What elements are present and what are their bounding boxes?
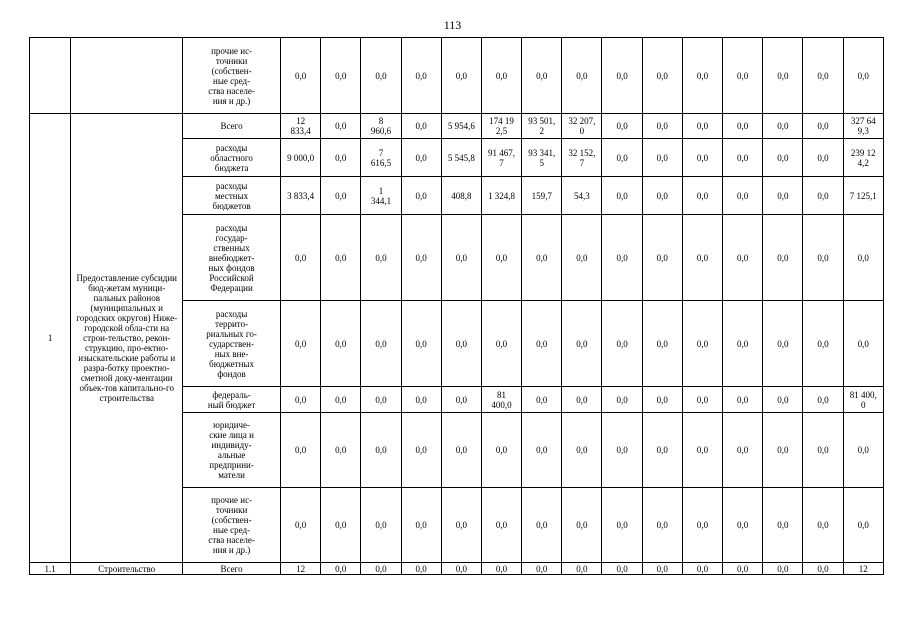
value-cell: 0,0 bbox=[481, 215, 521, 301]
value-cell: 0,0 bbox=[803, 387, 843, 413]
value-cell: 408,8 bbox=[441, 177, 481, 215]
value-cell: 0,0 bbox=[602, 488, 642, 563]
program-code-cell: 1 bbox=[30, 114, 71, 563]
value-cell: 0,0 bbox=[843, 488, 883, 563]
value-cell: 0,0 bbox=[361, 387, 401, 413]
subprogram-name-cell: Строительство bbox=[71, 563, 183, 575]
value-cell: 81 400, 0 bbox=[843, 387, 883, 413]
value-cell: 0,0 bbox=[602, 114, 642, 139]
value-cell: 8 960,6 bbox=[361, 114, 401, 139]
value-cell: 327 64 9,3 bbox=[843, 114, 883, 139]
value-cell: 0,0 bbox=[562, 563, 602, 575]
funding-source-cell: федераль- ный бюджет bbox=[183, 387, 281, 413]
value-cell: 0,0 bbox=[321, 177, 361, 215]
value-cell: 0,0 bbox=[401, 114, 441, 139]
value-cell: 0,0 bbox=[401, 413, 441, 488]
value-cell: 0,0 bbox=[642, 177, 682, 215]
value-cell: 12 833,4 bbox=[280, 114, 320, 139]
value-cell: 12 bbox=[843, 563, 883, 575]
value-cell: 0,0 bbox=[682, 563, 722, 575]
value-cell: 0,0 bbox=[602, 413, 642, 488]
value-cell: 0,0 bbox=[723, 413, 763, 488]
value-cell: 0,0 bbox=[562, 488, 602, 563]
value-cell: 0,0 bbox=[602, 387, 642, 413]
page-number: 113 bbox=[443, 18, 462, 32]
value-cell: 0,0 bbox=[682, 413, 722, 488]
value-cell: 0,0 bbox=[763, 215, 803, 301]
value-cell: 0,0 bbox=[682, 177, 722, 215]
value-cell: 0,0 bbox=[481, 413, 521, 488]
value-cell: 239 12 4,2 bbox=[843, 139, 883, 177]
table-row bbox=[30, 563, 884, 575]
value-cell: 0,0 bbox=[723, 38, 763, 114]
value-cell: 0,0 bbox=[321, 563, 361, 575]
value-cell: 0,0 bbox=[280, 387, 320, 413]
value-cell: 1 344,1 bbox=[361, 177, 401, 215]
value-cell: 0,0 bbox=[401, 563, 441, 575]
funding-source-cell: расходы террито- риальных го- сударствен- ных вне- бюджетных фондов bbox=[183, 301, 281, 387]
funding-source-cell: Всего bbox=[183, 114, 281, 139]
value-cell: 0,0 bbox=[522, 215, 562, 301]
value-cell: 0,0 bbox=[803, 488, 843, 563]
value-cell: 91 467, 7 bbox=[481, 139, 521, 177]
value-cell: 0,0 bbox=[723, 114, 763, 139]
value-cell: 0,0 bbox=[562, 301, 602, 387]
value-cell: 0,0 bbox=[642, 114, 682, 139]
value-cell: 0,0 bbox=[682, 387, 722, 413]
value-cell: 0,0 bbox=[723, 139, 763, 177]
value-cell: 0,0 bbox=[321, 139, 361, 177]
value-cell: 0,0 bbox=[602, 177, 642, 215]
value-cell: 0,0 bbox=[562, 387, 602, 413]
value-cell: 0,0 bbox=[321, 413, 361, 488]
value-cell: 81 400,0 bbox=[481, 387, 521, 413]
value-cell: 0,0 bbox=[642, 488, 682, 563]
value-cell: 0,0 bbox=[843, 215, 883, 301]
value-cell: 0,0 bbox=[441, 301, 481, 387]
value-cell: 0,0 bbox=[522, 301, 562, 387]
value-cell: 0,0 bbox=[401, 139, 441, 177]
value-cell: 0,0 bbox=[642, 387, 682, 413]
budget-table bbox=[29, 37, 884, 575]
value-cell: 0,0 bbox=[562, 413, 602, 488]
value-cell: 0,0 bbox=[361, 38, 401, 114]
value-cell: 0,0 bbox=[401, 488, 441, 563]
value-cell: 0,0 bbox=[723, 563, 763, 575]
value-cell: 0,0 bbox=[280, 413, 320, 488]
value-cell: 54,3 bbox=[562, 177, 602, 215]
value-cell: 5 954,6 bbox=[441, 114, 481, 139]
table-row bbox=[30, 114, 884, 139]
value-cell: 0,0 bbox=[723, 177, 763, 215]
value-cell: 0,0 bbox=[441, 38, 481, 114]
value-cell: 0,0 bbox=[602, 301, 642, 387]
value-cell: 0,0 bbox=[562, 38, 602, 114]
funding-source-cell: прочие ис- точники (собствен- ные сред- ства населе- ния и др.) bbox=[183, 488, 281, 563]
value-cell: 0,0 bbox=[602, 139, 642, 177]
value-cell: 0,0 bbox=[763, 301, 803, 387]
value-cell: 0,0 bbox=[401, 301, 441, 387]
value-cell: 0,0 bbox=[321, 301, 361, 387]
value-cell: 0,0 bbox=[522, 387, 562, 413]
value-cell: 0,0 bbox=[803, 114, 843, 139]
value-cell: 0,0 bbox=[361, 413, 401, 488]
value-cell: 0,0 bbox=[723, 215, 763, 301]
budget-table-body bbox=[30, 38, 884, 575]
code-cell bbox=[30, 38, 71, 114]
value-cell: 12 bbox=[280, 563, 320, 575]
value-cell: 0,0 bbox=[321, 114, 361, 139]
value-cell: 0,0 bbox=[682, 114, 722, 139]
value-cell: 0,0 bbox=[682, 301, 722, 387]
value-cell: 0,0 bbox=[280, 215, 320, 301]
value-cell: 93 341, 5 bbox=[522, 139, 562, 177]
value-cell: 0,0 bbox=[401, 177, 441, 215]
value-cell: 0,0 bbox=[562, 215, 602, 301]
value-cell: 0,0 bbox=[602, 38, 642, 114]
value-cell: 0,0 bbox=[803, 215, 843, 301]
value-cell: 0,0 bbox=[642, 301, 682, 387]
value-cell: 0,0 bbox=[280, 488, 320, 563]
value-cell: 0,0 bbox=[843, 413, 883, 488]
funding-source-cell: расходы областного бюджета bbox=[183, 139, 281, 177]
value-cell: 0,0 bbox=[522, 413, 562, 488]
value-cell: 0,0 bbox=[763, 177, 803, 215]
value-cell: 7 125,1 bbox=[843, 177, 883, 215]
value-cell: 0,0 bbox=[763, 139, 803, 177]
funding-source-cell: юридиче- ские лица и индивиду- альные предприни- матели bbox=[183, 413, 281, 488]
value-cell: 0,0 bbox=[763, 488, 803, 563]
value-cell: 0,0 bbox=[763, 38, 803, 114]
value-cell: 0,0 bbox=[843, 301, 883, 387]
value-cell: 0,0 bbox=[321, 215, 361, 301]
value-cell: 32 207, 0 bbox=[562, 114, 602, 139]
value-cell: 0,0 bbox=[481, 563, 521, 575]
value-cell: 0,0 bbox=[682, 488, 722, 563]
subprogram-code-cell: 1.1 bbox=[30, 563, 71, 575]
value-cell: 0,0 bbox=[321, 488, 361, 563]
value-cell: 0,0 bbox=[682, 38, 722, 114]
value-cell: 7 616,5 bbox=[361, 139, 401, 177]
value-cell: 0,0 bbox=[642, 38, 682, 114]
value-cell: 0,0 bbox=[441, 215, 481, 301]
value-cell: 0,0 bbox=[280, 301, 320, 387]
funding-source-cell: прочие ис- точники (собствен- ные сред- ства населе- ния и др.) bbox=[183, 38, 281, 114]
value-cell: 0,0 bbox=[401, 38, 441, 114]
value-cell: 3 833,4 bbox=[280, 177, 320, 215]
value-cell: 0,0 bbox=[642, 563, 682, 575]
value-cell: 0,0 bbox=[481, 301, 521, 387]
value-cell: 0,0 bbox=[763, 387, 803, 413]
value-cell: 0,0 bbox=[642, 139, 682, 177]
value-cell: 0,0 bbox=[361, 488, 401, 563]
value-cell: 0,0 bbox=[642, 413, 682, 488]
value-cell: 0,0 bbox=[803, 139, 843, 177]
name-cell bbox=[71, 38, 183, 114]
funding-source-cell: Всего bbox=[183, 563, 281, 575]
funding-source-cell: расходы местных бюджетов bbox=[183, 177, 281, 215]
value-cell: 0,0 bbox=[602, 215, 642, 301]
funding-source-cell: расходы государ- ственных внебюджет- ных фондов Российской Федерации bbox=[183, 215, 281, 301]
value-cell: 159,7 bbox=[522, 177, 562, 215]
value-cell: 93 501, 2 bbox=[522, 114, 562, 139]
value-cell: 32 152, 7 bbox=[562, 139, 602, 177]
value-cell: 0,0 bbox=[522, 38, 562, 114]
value-cell: 0,0 bbox=[803, 38, 843, 114]
value-cell: 0,0 bbox=[280, 38, 320, 114]
value-cell: 0,0 bbox=[441, 563, 481, 575]
value-cell: 0,0 bbox=[441, 413, 481, 488]
value-cell: 174 19 2,5 bbox=[481, 114, 521, 139]
value-cell: 0,0 bbox=[321, 38, 361, 114]
value-cell: 0,0 bbox=[361, 301, 401, 387]
value-cell: 5 545,8 bbox=[441, 139, 481, 177]
value-cell: 0,0 bbox=[723, 301, 763, 387]
value-cell: 0,0 bbox=[723, 488, 763, 563]
value-cell: 0,0 bbox=[682, 215, 722, 301]
value-cell: 0,0 bbox=[481, 38, 521, 114]
value-cell: 0,0 bbox=[401, 387, 441, 413]
value-cell: 0,0 bbox=[803, 413, 843, 488]
value-cell: 0,0 bbox=[401, 215, 441, 301]
value-cell: 0,0 bbox=[763, 413, 803, 488]
value-cell: 9 000,0 bbox=[280, 139, 320, 177]
value-cell: 0,0 bbox=[361, 563, 401, 575]
value-cell: 0,0 bbox=[642, 215, 682, 301]
program-name-cell: Предоставление субсидии бюд-жетам муници-пальных районов (муниципальных и городских округов) Ниже-городской обла-сти на строи-тельство, рекон-струкцию, про-ектно-изыскательские работы и разра-ботку проектно-сметной доку-ментации объек-тов капитально-го строительства bbox=[71, 114, 183, 563]
value-cell: 0,0 bbox=[723, 387, 763, 413]
value-cell: 0,0 bbox=[803, 177, 843, 215]
value-cell: 0,0 bbox=[682, 139, 722, 177]
value-cell: 0,0 bbox=[441, 387, 481, 413]
value-cell: 0,0 bbox=[522, 488, 562, 563]
value-cell: 0,0 bbox=[602, 563, 642, 575]
value-cell: 0,0 bbox=[763, 114, 803, 139]
value-cell: 0,0 bbox=[803, 563, 843, 575]
value-cell: 0,0 bbox=[321, 387, 361, 413]
table-row bbox=[30, 38, 884, 114]
value-cell: 0,0 bbox=[843, 38, 883, 114]
value-cell: 1 324,8 bbox=[481, 177, 521, 215]
value-cell: 0,0 bbox=[361, 215, 401, 301]
value-cell: 0,0 bbox=[481, 488, 521, 563]
value-cell: 0,0 bbox=[522, 563, 562, 575]
value-cell: 0,0 bbox=[803, 301, 843, 387]
value-cell: 0,0 bbox=[763, 563, 803, 575]
value-cell: 0,0 bbox=[441, 488, 481, 563]
